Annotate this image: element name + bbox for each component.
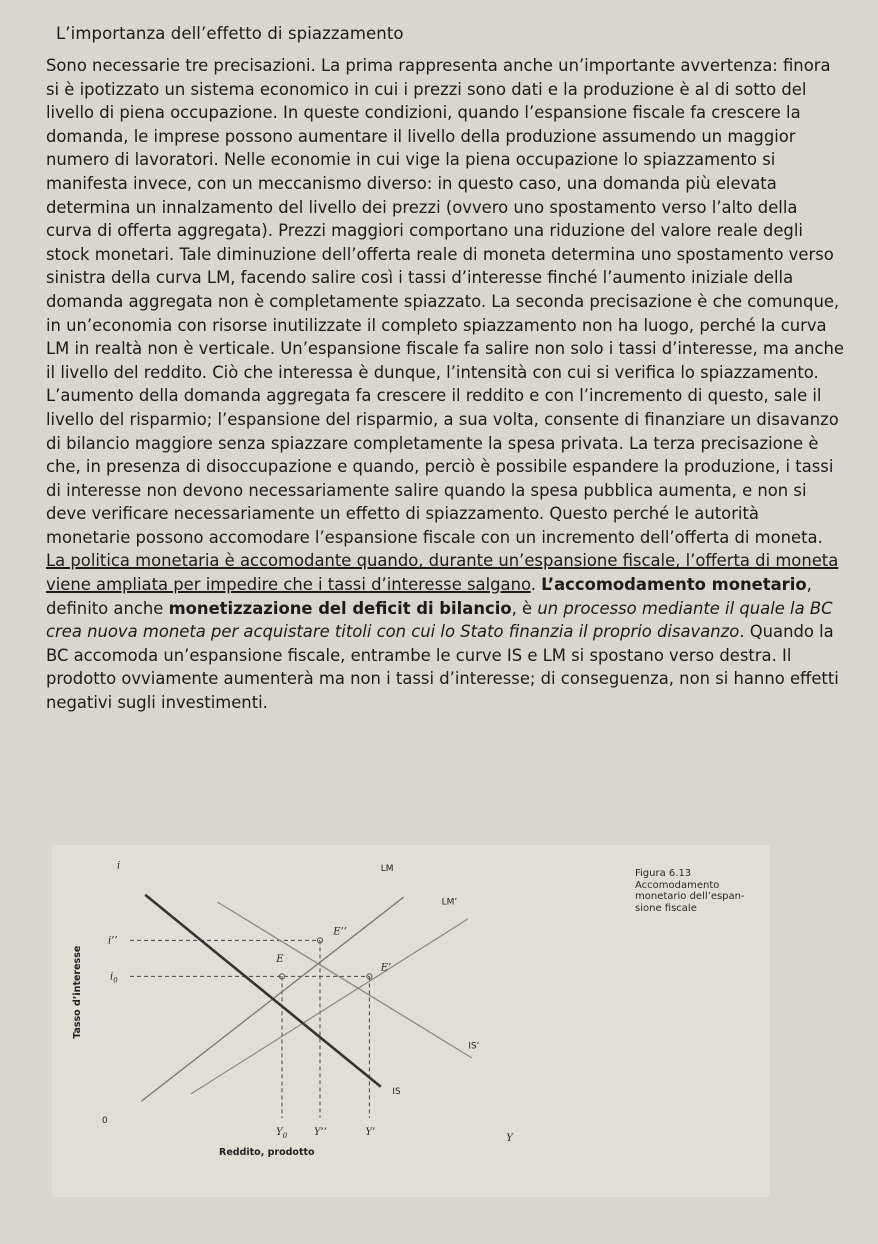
point-label-e-prime: E’ <box>380 962 392 974</box>
y2-tick-label: Y’’ <box>314 1126 327 1138</box>
point-label-e: E <box>276 954 284 965</box>
paragraph-text-end: . Quando la BC accomoda un’espansione fiscale, entrambe le curve IS e LM si spostano verso destra. Il prodotto ovviamente aumenterà ma non i tassi d’interesse; di conseguenza, non si hanno effetti negativi sugli investimenti. <box>46 622 839 713</box>
x-axis-symbol: Y <box>506 1132 513 1144</box>
text-comma-e: , è <box>511 598 533 618</box>
x-axis-label: Reddito, prodotto <box>219 1147 315 1159</box>
curve-is <box>145 895 381 1087</box>
i0-tick-label: $i_0$ <box>110 971 118 985</box>
curve-label-lm-prime: LM’ <box>441 897 458 908</box>
curve-label-is-prime: IS’ <box>468 1041 480 1052</box>
i2-tick-label: i’’ <box>108 935 118 947</box>
figure-caption <box>635 868 775 914</box>
curve-label-lm: LM <box>380 863 394 874</box>
caption-line-2: monetario dell’espan- <box>635 891 745 902</box>
y-axis-symbol: i <box>117 860 121 872</box>
bold-term-monetizzazione: monetizzazione del deficit di bilancio <box>168 598 512 618</box>
bold-term-accomodamento: L’accomodamento monetario <box>541 575 807 595</box>
caption-number: Figura 6.13 <box>635 868 692 879</box>
paragraph-text-intro: Sono necessarie tre precisazioni. La prima rappresenta anche un’importante avvertenza: finora si è ipotizzato un sistema economico in cui i prezzi sono dati e la produzione è al di sotto del livello di piena occupazione. In queste condizioni, quando l’espansione fiscale fa crescere la domanda, le imprese possono aumentare il livello della produzione assumendo un maggior numero di lavoratori. Nelle economie in cui vige la piena occupazione lo spiazzamento si manifesta invece, con un meccanismo diverso: in questo caso, una domanda più elevata determina un innalzamento del livello dei prezzi (ovvero uno spostamento verso l’alto della curva di offerta aggregata). Prezzi maggiori comportano una riduzione del valore reale degli stock monetari. Tale diminuzione dell’offerta reale di moneta determina uno spostamento verso sinistra della curva LM, facendo salire così i tassi d’interesse finché l’aumento iniziale della domanda aggregata non è completamente spiazzato. La seconda precisazione è che comunque, in un’economia con risorse inutilizzate il completo spiazzamento non ha luogo, perché la curva LM in realtà non è verticale. Un’espansione fiscale fa salire non solo i tassi d’interesse, ma anche il livello del reddito. Ciò che interessa è dunque, l’intensità con cui si verifica lo spiazzamento. L’aumento della domanda aggregata fa crescere il reddito e con l’incremento di questo, sale il livello del risparmio; l’espansione del risparmio, a sua volta, consente di finanziare un disavanzo di bilancio maggiore senza spiazzare completamente la spesa privata. La terza precisazione è che, in presenza di disoccupazione e quando, perciò è possibile espandere la produzione, i tassi di interesse non devono necessariamente salire quando la spesa pubblica aumenta, e non si deve verificare necessariamente un effetto di spiazzamento. Questo perché le autorità monetarie possono accomodare l’espansione fiscale con un incremento dell’offerta di moneta. <box>46 56 845 547</box>
origin-label: 0 <box>102 1116 108 1126</box>
y-axis-label: Tasso d’interesse <box>72 945 83 1039</box>
underlined-definition: La politica monetaria è accomodante quando, durante un’espansione fiscale, l’offerta di moneta viene ampliata per impedire che i tassi d’interesse salgano <box>46 551 839 595</box>
curve-is-prime <box>217 902 472 1058</box>
curve-lm-prime <box>191 919 468 1094</box>
section-heading: L’importanza dell’effetto di spiazzamento <box>56 24 404 43</box>
text-definito-anche: , definito anche <box>46 575 812 618</box>
curve-label-is: IS <box>392 1087 401 1097</box>
y1-tick-label: Y’ <box>365 1126 376 1138</box>
sentence-period: . <box>530 575 536 595</box>
point-label-e-prime-prime: E’’ <box>333 926 347 938</box>
caption-line-1: Accomodamento <box>635 879 720 891</box>
caption-line-3: sione fiscale <box>635 902 697 914</box>
italic-definition: un processo mediante il quale la BC crea nuova moneta per acquistare titoli con cui lo Stato finanzia il proprio disavanzo <box>46 598 833 642</box>
y0-tick-label: $Y_0$ <box>276 1126 288 1140</box>
